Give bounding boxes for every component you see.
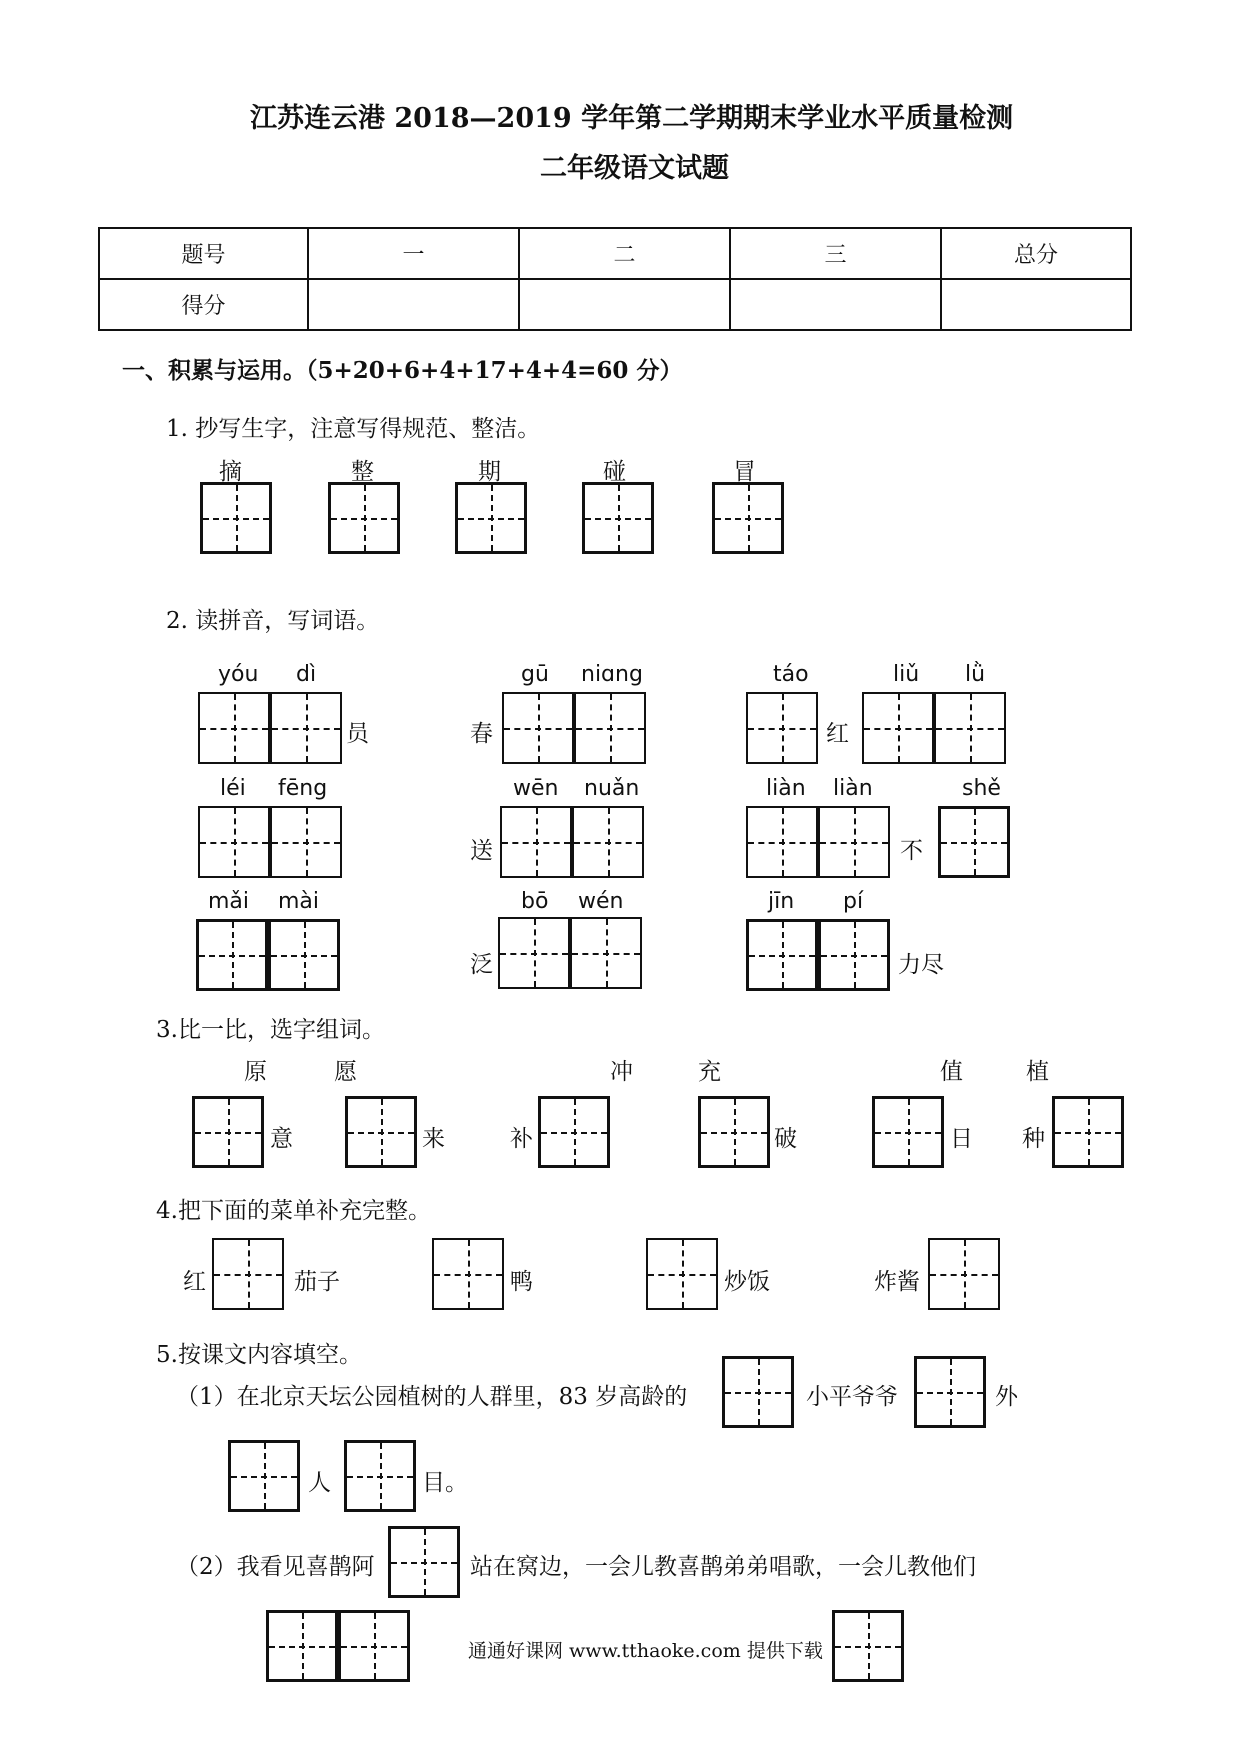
pinyin: mài [278, 889, 320, 914]
writing-box[interactable] [582, 482, 654, 554]
word-prefix: 春 [470, 721, 493, 747]
word-prefix: 种 [1022, 1126, 1045, 1152]
pinyin: gū [521, 662, 549, 687]
score-cell-1: 一 [308, 228, 519, 279]
q5-sentence-1d: 人 [308, 1470, 331, 1496]
q3-prompt: 3.比一比，选字组词。 [156, 1017, 385, 1043]
writing-box[interactable] [502, 692, 574, 764]
writing-box[interactable] [455, 482, 527, 554]
writing-box[interactable] [1052, 1096, 1124, 1168]
writing-box[interactable] [722, 1356, 794, 1428]
writing-box[interactable] [746, 692, 818, 764]
writing-box[interactable] [198, 692, 270, 764]
writing-box[interactable] [570, 917, 642, 989]
compare-char: 冲 [610, 1059, 633, 1085]
word-suffix: 日 [950, 1126, 973, 1152]
writing-box[interactable] [500, 806, 572, 878]
writing-box[interactable] [432, 1238, 504, 1310]
pinyin: pí [843, 889, 864, 914]
menu-prefix: 炸酱 [874, 1269, 920, 1295]
word-prefix: 泛 [470, 952, 493, 978]
writing-box[interactable] [345, 1096, 417, 1168]
writing-box[interactable] [928, 1238, 1000, 1310]
q5-sentence-2b: 站在窝边，一会儿教喜鹊弟弟唱歌，一会儿教他们 [470, 1554, 976, 1580]
q1-prompt: 1. 抄写生字，注意写得规范、整洁。 [166, 416, 541, 442]
pinyin: dì [296, 662, 317, 687]
compare-char: 植 [1026, 1059, 1049, 1085]
writing-box[interactable] [328, 482, 400, 554]
word-suffix: 员 [346, 721, 369, 747]
pinyin: niɑng [581, 662, 643, 687]
pinyin: jīn [768, 889, 795, 914]
writing-box[interactable] [818, 919, 890, 991]
writing-box[interactable] [498, 917, 570, 989]
writing-box[interactable] [712, 482, 784, 554]
pinyin: liàn [833, 776, 873, 801]
writing-box[interactable] [200, 482, 272, 554]
writing-box[interactable] [698, 1096, 770, 1168]
q1-char: 整 [351, 459, 374, 485]
writing-box[interactable] [832, 1610, 904, 1682]
writing-box[interactable] [266, 1610, 338, 1682]
score-input-total[interactable] [941, 279, 1131, 330]
pinyin: liàn [766, 776, 806, 801]
pinyin: nuǎn [584, 776, 640, 801]
word-suffix: 破 [774, 1126, 797, 1152]
writing-box[interactable] [344, 1440, 416, 1512]
writing-box[interactable] [934, 692, 1006, 764]
q5-sentence-1b: 小平爷爷 [806, 1384, 898, 1410]
score-table [98, 227, 1132, 331]
score-input-2[interactable] [519, 279, 730, 330]
pinyin: yóu [218, 662, 259, 687]
word-prefix: 送 [470, 838, 493, 864]
q5-sentence-1a: （1）在北京天坛公园植树的人群里，83 岁高龄的 [176, 1384, 688, 1410]
q1-char: 冒 [733, 459, 756, 485]
writing-box[interactable] [192, 1096, 264, 1168]
section-heading: 一、积累与运用。（5+20+6+4+17+4+4=60 分） [122, 357, 683, 384]
q5-sentence-1c: 外 [995, 1384, 1018, 1410]
score-cell-total: 总分 [941, 228, 1131, 279]
writing-box[interactable] [270, 806, 342, 878]
pinyin: léi [220, 776, 246, 801]
word-middle: 不 [900, 838, 923, 864]
compare-char: 原 [244, 1059, 267, 1085]
q5-sentence-2a: （2）我看见喜鹊阿 [176, 1554, 375, 1580]
compare-char: 充 [698, 1059, 721, 1085]
writing-box[interactable] [746, 806, 818, 878]
writing-box[interactable] [388, 1526, 460, 1598]
writing-box[interactable] [228, 1440, 300, 1512]
writing-box[interactable] [818, 806, 890, 878]
pinyin: lǜ [965, 662, 986, 687]
compare-char: 愿 [334, 1059, 357, 1085]
writing-box[interactable] [646, 1238, 718, 1310]
pinyin: wēn [513, 776, 559, 801]
score-input-1[interactable] [308, 279, 519, 330]
writing-box[interactable] [938, 806, 1010, 878]
writing-box[interactable] [212, 1238, 284, 1310]
word-prefix: 补 [510, 1126, 533, 1152]
score-input-3[interactable] [730, 279, 941, 330]
q5-prompt: 5.按课文内容填空。 [156, 1342, 362, 1368]
menu-suffix: 鸭 [510, 1269, 533, 1295]
writing-box[interactable] [862, 692, 934, 764]
q5-sentence-1e: 目。 [422, 1470, 468, 1496]
menu-suffix: 炒饭 [724, 1269, 770, 1295]
q4-prompt: 4.把下面的菜单补充完整。 [156, 1198, 431, 1224]
writing-box[interactable] [268, 919, 340, 991]
writing-box[interactable] [746, 919, 818, 991]
pinyin: liǔ [893, 662, 920, 687]
footer-text: 通通好课网 www.tthaoke.com 提供下载 [468, 1640, 823, 1662]
pinyin: shě [962, 776, 1001, 801]
writing-box[interactable] [198, 806, 270, 878]
pinyin: táo [773, 662, 809, 687]
word-suffix: 来 [422, 1126, 445, 1152]
page-subtitle: 二年级语文试题 [540, 153, 729, 184]
q1-char: 摘 [219, 459, 242, 485]
writing-box[interactable] [270, 692, 342, 764]
writing-box[interactable] [872, 1096, 944, 1168]
writing-box[interactable] [338, 1610, 410, 1682]
score-cell-2: 二 [519, 228, 730, 279]
writing-box[interactable] [196, 919, 268, 991]
compare-char: 值 [940, 1059, 963, 1085]
writing-box[interactable] [574, 692, 646, 764]
pinyin: wén [578, 889, 624, 914]
q1-char: 碰 [603, 459, 626, 485]
writing-box[interactable] [572, 806, 644, 878]
q2-prompt: 2. 读拼音，写词语。 [166, 608, 380, 634]
word-suffix: 意 [270, 1126, 293, 1152]
score-row-label: 得分 [99, 279, 308, 330]
score-table-header-row [99, 228, 1131, 279]
score-cell-label: 题号 [99, 228, 308, 279]
pinyin: fēng [278, 776, 328, 801]
menu-suffix: 茄子 [294, 1269, 340, 1295]
writing-box[interactable] [914, 1356, 986, 1428]
pinyin: bō [521, 889, 549, 914]
word-middle: 红 [826, 721, 849, 747]
score-table-score-row [99, 279, 1131, 330]
writing-box[interactable] [538, 1096, 610, 1168]
word-suffix: 力尽 [898, 952, 944, 978]
q1-char: 期 [478, 459, 501, 485]
score-cell-3: 三 [730, 228, 941, 279]
pinyin: mǎi [208, 889, 250, 914]
menu-prefix: 红 [183, 1269, 206, 1295]
page-title: 江苏连云港 2018—2019 学年第二学期期末学业水平质量检测 [250, 103, 1014, 134]
